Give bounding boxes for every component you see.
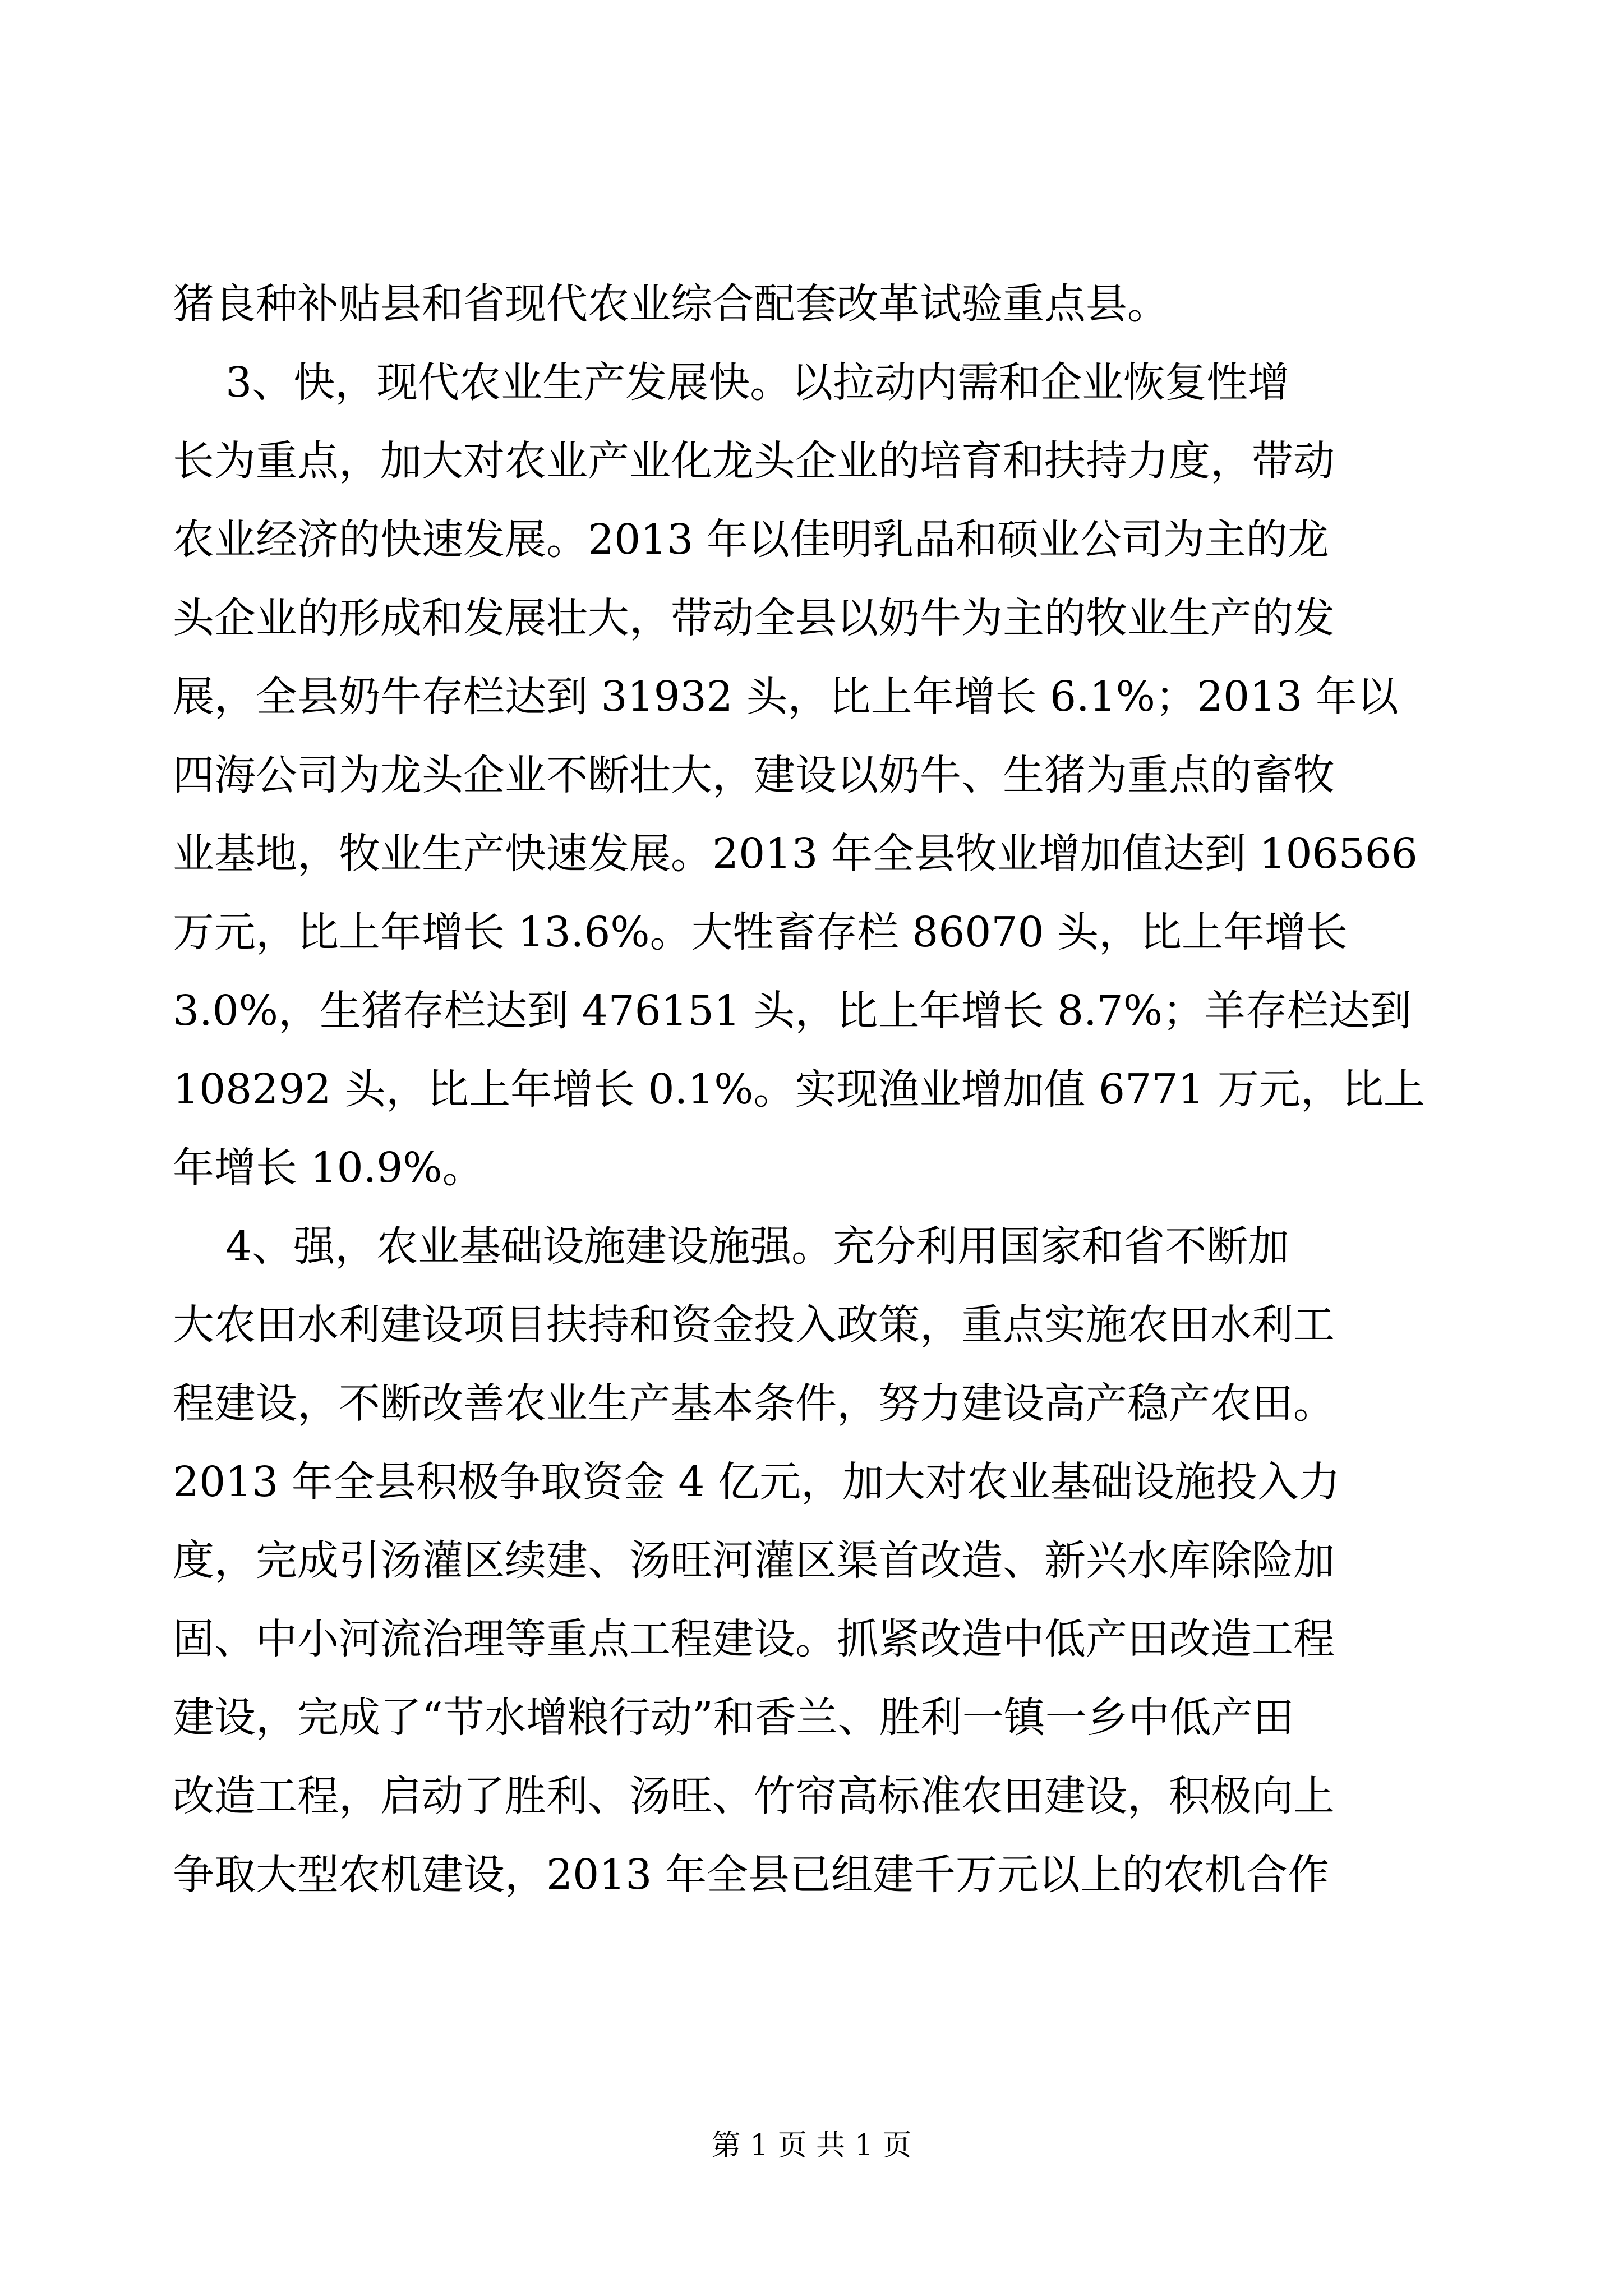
text-line: 大农田水利建设项目扶持和资金投入政策，重点实施农田水利工 <box>173 1301 1335 1349</box>
text-line: 固、中小河流治理等重点工程建设。抓紧改造中低产田改造工程 <box>173 1615 1335 1663</box>
text-line: 3.0%，生猪存栏达到 476151 头，比上年增长 8.7%；羊存栏达到 <box>173 987 1412 1035</box>
text-line: 争取大型农机建设，2013 年全县已组建千万元以上的农机合作 <box>173 1851 1329 1899</box>
text-line: 头企业的形成和发展壮大，带动全县以奶牛为主的牧业生产的发 <box>173 594 1335 642</box>
text-line: 业基地，牧业生产快速发展。2013 年全县牧业增加值达到 106566 <box>173 830 1418 878</box>
text-line: 4、强，农业基础设施建设施强。充分利用国家和省不断加 <box>173 1222 1290 1271</box>
text-line: 农业经济的快速发展。2013 年以佳明乳品和硕业公司为主的龙 <box>173 516 1329 564</box>
text-line: 长为重点，加大对农业产业化龙头企业的培育和扶持力度，带动 <box>173 437 1335 485</box>
text-line: 猪良种补贴县和省现代农业综合配套改革试验重点县。 <box>173 280 1169 328</box>
text-line: 建设，完成了“节水增粮行动”和香兰、胜利一镇一乡中低产田 <box>173 1694 1294 1742</box>
text-line: 万元，比上年增长 13.6%。大牲畜存栏 86070 头，比上年增长 <box>173 908 1348 956</box>
text-line: 四海公司为龙头企业不断壮大，建设以奶牛、生猪为重点的畜牧 <box>173 751 1335 799</box>
text-line: 2013 年全县积极争取资金 4 亿元，加大对农业基础设施投入力 <box>173 1458 1340 1506</box>
text-line: 度，完成引汤灌区续建、汤旺河灌区渠首改造、新兴水库除险加 <box>173 1536 1335 1585</box>
body-text <box>173 265 1463 1914</box>
text-line: 年增长 10.9%。 <box>173 1144 484 1192</box>
text-line: 展，全县奶牛存栏达到 31932 头，比上年增长 6.1%；2013 年以 <box>173 673 1399 721</box>
text-line: 改造工程，启动了胜利、汤旺、竹帘高标准农田建设，积极向上 <box>173 1772 1335 1820</box>
text-line: 108292 头，比上年增长 0.1%。实现渔业增加值 6771 万元，比上 <box>173 1065 1425 1114</box>
text-line: 3、快，现代农业生产发展快。以拉动内需和企业恢复性增 <box>173 358 1290 407</box>
text-line: 程建设，不断改善农业生产基本条件，努力建设高产稳产农田。 <box>173 1379 1335 1428</box>
page-footer <box>0 2123 1623 2168</box>
page-number-label: 第 1 页 共 1 页 <box>711 2129 912 2162</box>
